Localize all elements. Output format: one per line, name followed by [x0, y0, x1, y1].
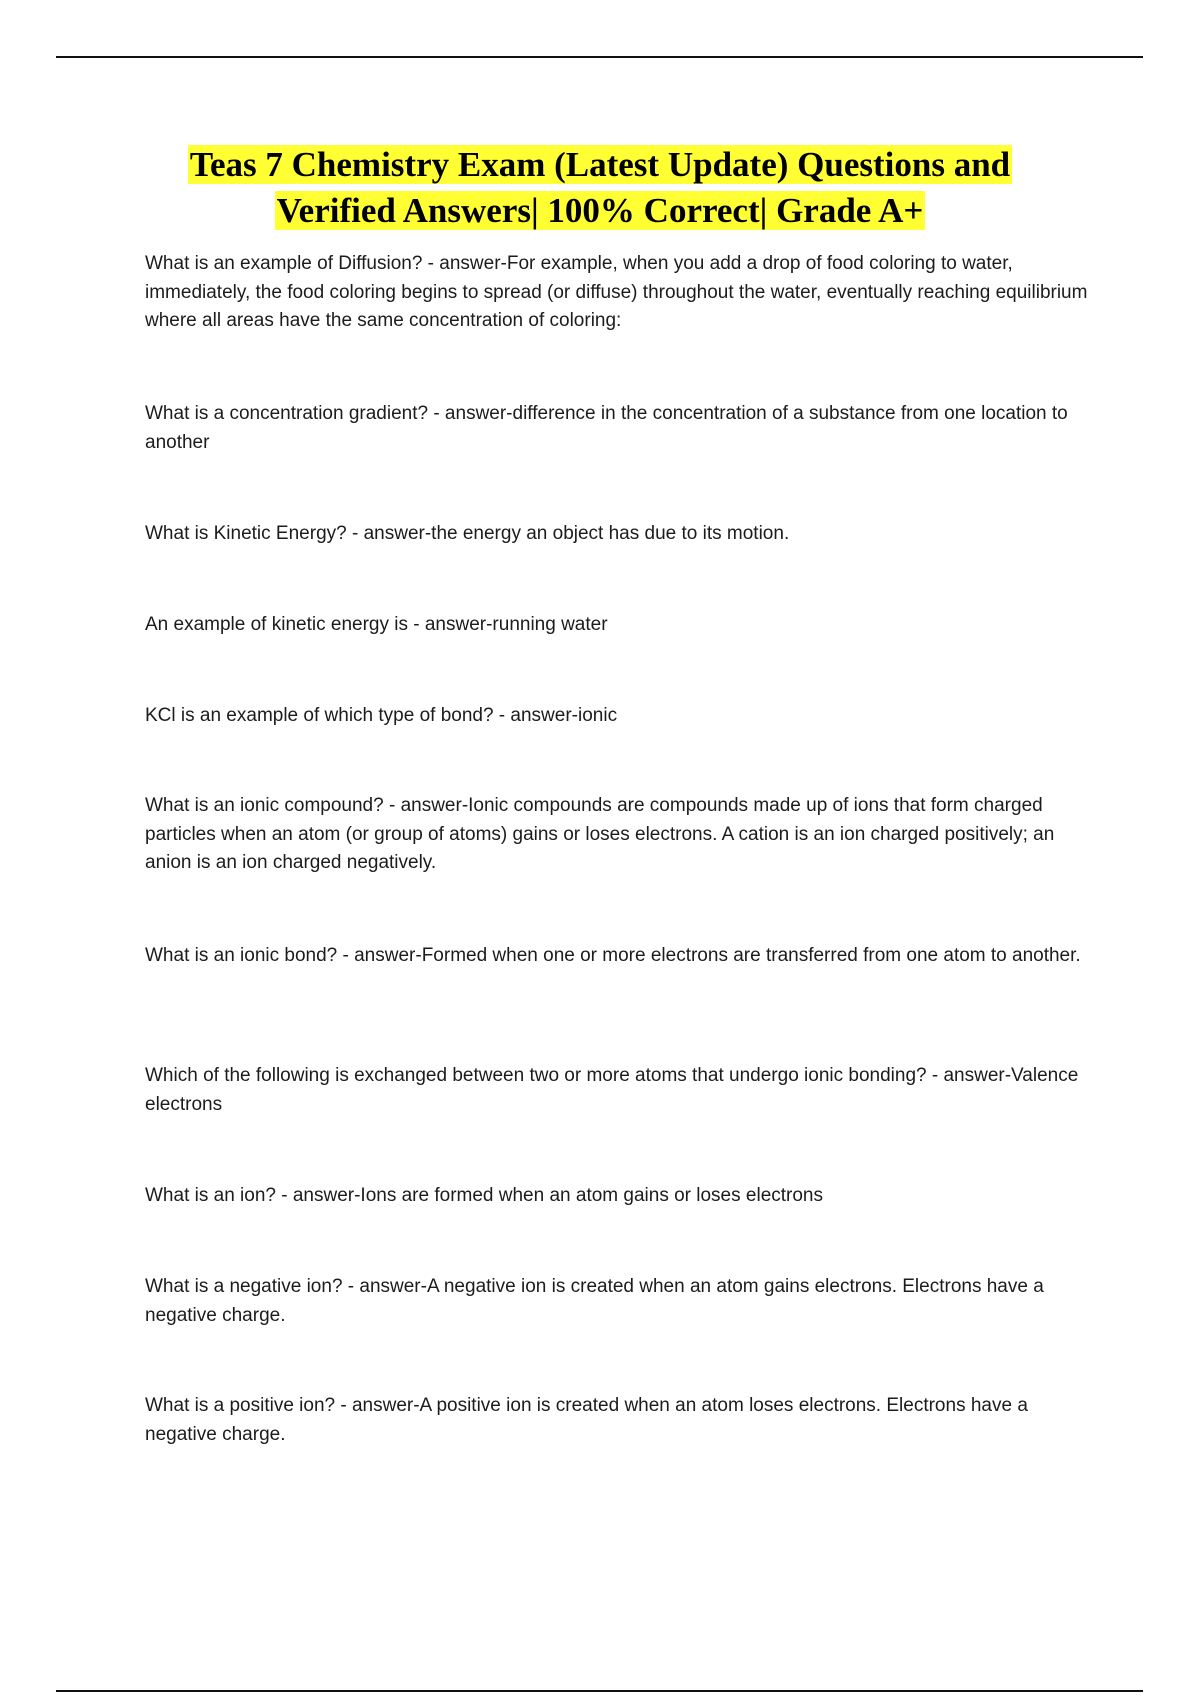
qa-item-ionic-compound: What is an ionic compound? - answer-Ionic compounds are compounds made up of ions that form charged particles when an atom (or group of atoms) gains or loses electrons. A cation is an ion charged positively; an anion is an ion charged negatively. [145, 795, 1055, 873]
qa-item-positive-ion: What is a positive ion? - answer-A positive ion is created when an atom loses electrons. Electrons have a negative charge. [145, 1395, 1028, 1445]
title-line-1: Teas 7 Chemistry Exam (Latest Update) Questions and [189, 145, 1011, 184]
qa-item-ionic-bond: What is an ionic bond? - answer-Formed when one or more electrons are transferred from one atom to another. [145, 945, 1081, 966]
qa-item-diffusion: What is an example of Diffusion? - answer-For example, when you add a drop of food coloring to water, immediately, the food coloring begins to spread (or diffuse) throughout the water, eventually reaching equilibrium where all areas have the same concentration of coloring: [145, 253, 1088, 331]
qa-item-negative-ion: What is a negative ion? - answer-A negative ion is created when an atom gains electrons. Electrons have a negative charge. [145, 1276, 1044, 1326]
qa-item-kcl-bond: KCl is an example of which type of bond? - answer-ionic [145, 705, 618, 726]
header-rule [56, 56, 1143, 58]
qa-item-kinetic-example: An example of kinetic energy is - answer-running water [145, 614, 608, 635]
qa-item-ionic-bonding-exchange: Which of the following is exchanged between two or more atoms that undergo ionic bonding? - answer-Valence electrons [145, 1065, 1079, 1115]
qa-item-concentration-gradient: What is a concentration gradient? - answer-difference in the concentration of a substance from one location to another [145, 403, 1068, 453]
document-title [100, 142, 1100, 234]
footer-rule [56, 1690, 1143, 1692]
title-line-2: Verified Answers| 100% Correct| Grade A+ [276, 191, 924, 230]
qa-item-ion: What is an ion? - answer-Ions are formed when an atom gains or loses electrons [145, 1185, 823, 1206]
qa-item-kinetic-energy: What is Kinetic Energy? - answer-the energy an object has due to its motion. [145, 523, 790, 544]
